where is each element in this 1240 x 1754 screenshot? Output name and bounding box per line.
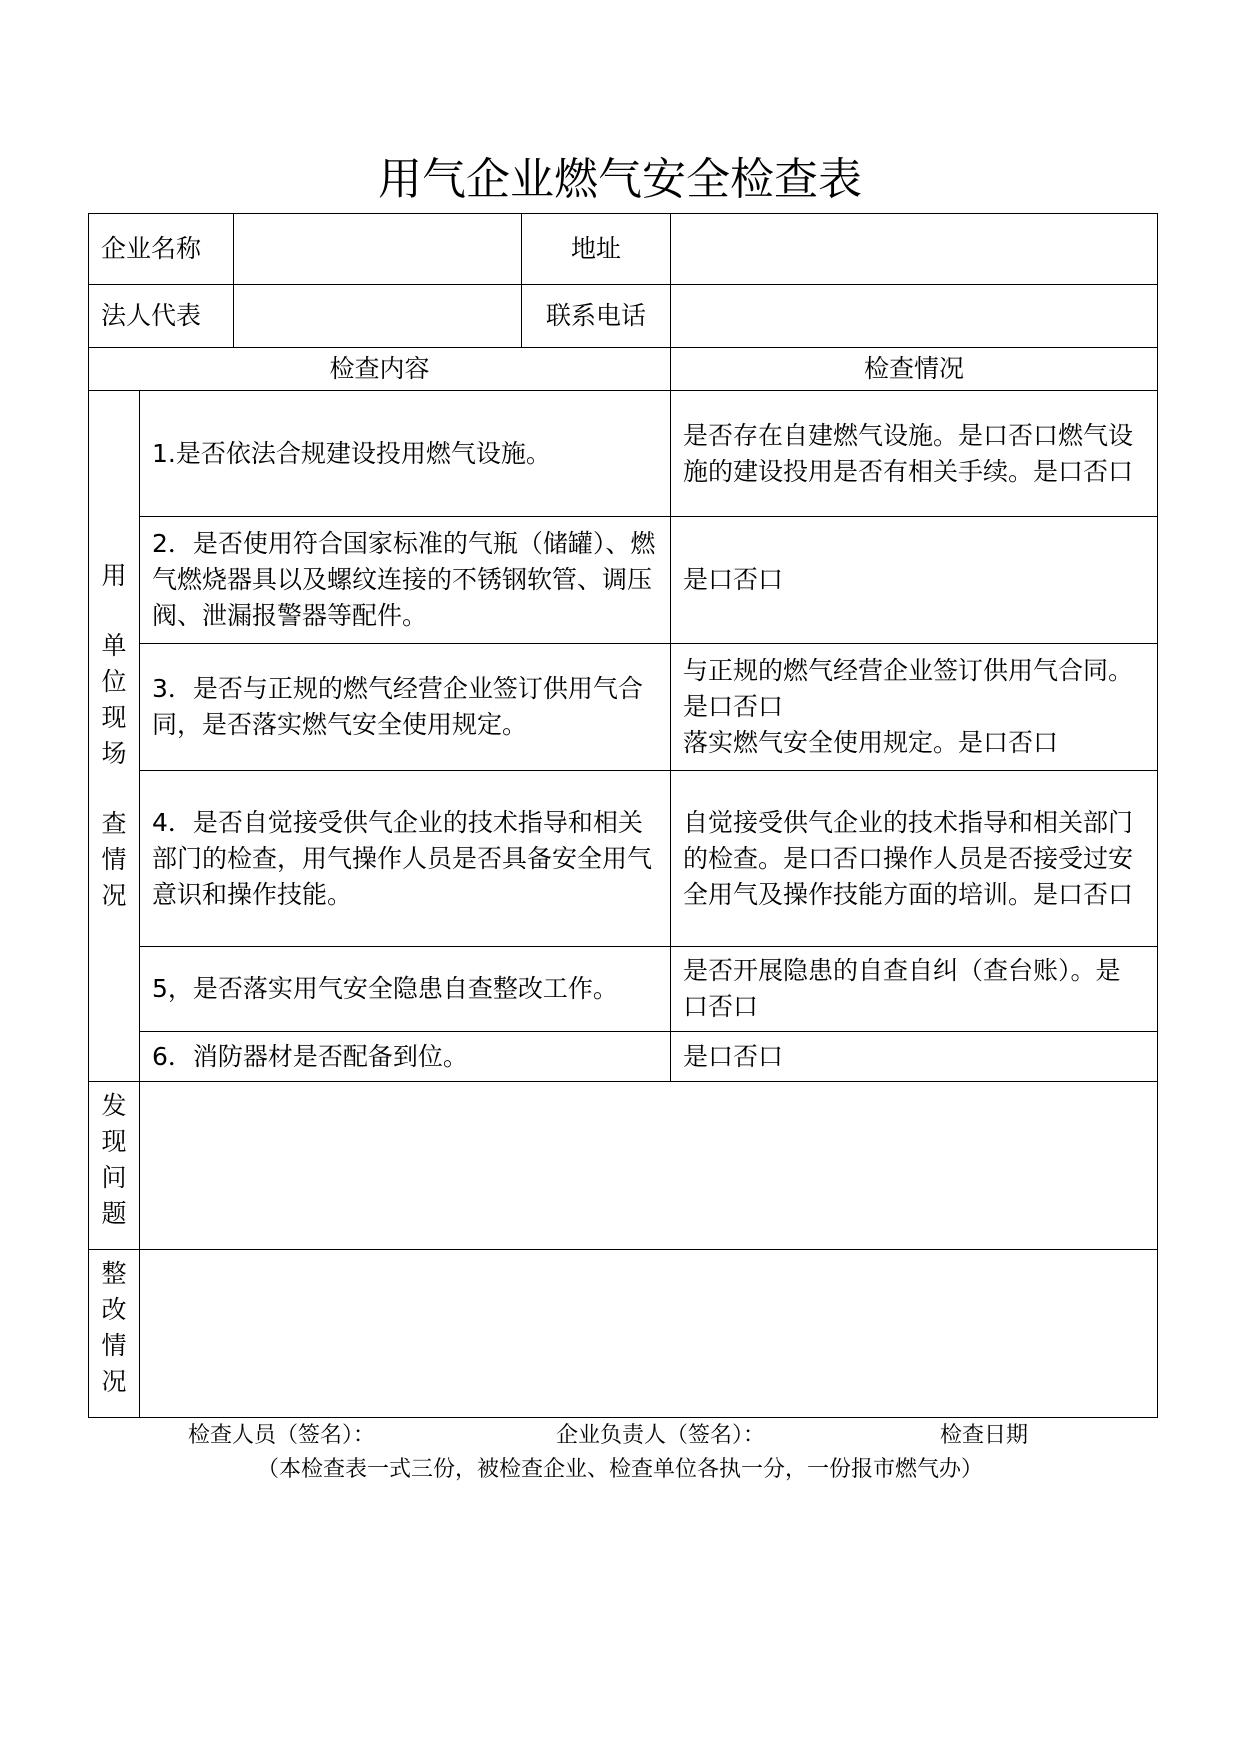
- inspection-table: [88, 213, 1158, 1418]
- problems-row: [89, 1082, 1158, 1250]
- rectification-label-char: 改: [101, 1295, 127, 1324]
- status-header: 检查情况: [671, 348, 1158, 391]
- info-row-1: [89, 214, 1158, 285]
- section-label-char: 用: [101, 561, 127, 590]
- phone-label: 联系电话: [522, 285, 671, 348]
- section-label-char: 情: [101, 845, 127, 874]
- section-label-char: 单: [101, 631, 127, 660]
- item-row-5: [89, 947, 1158, 1032]
- item-status: 是否存在自建燃气设施。是口否口燃气设施的建设投用是否有相关手续。是口否口: [671, 391, 1158, 517]
- rectification-label-char: 整: [101, 1259, 127, 1288]
- item-status: 自觉接受供气企业的技术指导和相关部门的检查。是口否口操作人员是否接受过安全用气及操作技能方面的培训。是口否口: [671, 771, 1158, 947]
- item-status-line: 落实燃气安全使用规定。是口否口: [683, 728, 1059, 757]
- info-row-2: [89, 285, 1158, 348]
- copies-note: （本检查表一式三份，被检查企业、检查单位各执一分，一份报市燃气办）: [256, 1457, 983, 1482]
- problems-label-char: 题: [101, 1199, 127, 1228]
- item-content: 4．是否自觉接受供气企业的技术指导和相关部门的检查，用气操作人员是否具备安全用气意识和操作技能。: [140, 771, 671, 947]
- rectification-row: [89, 1250, 1158, 1418]
- rectification-field[interactable]: [140, 1250, 1158, 1418]
- rectification-label-char: 情: [101, 1331, 127, 1360]
- item-status: 是口否口: [671, 517, 1158, 644]
- phone-field[interactable]: [671, 285, 1158, 348]
- problems-field[interactable]: [140, 1082, 1158, 1250]
- section-label-char: 位: [101, 667, 127, 696]
- owner-signature-label: 企业负责人（签名）：: [556, 1423, 766, 1448]
- page-title: 用气企业燃气安全检查表: [378, 154, 862, 205]
- section-label-char: 场: [101, 739, 127, 768]
- item-content: 6．消防器材是否配备到位。: [140, 1032, 671, 1082]
- problems-label-char: 发: [101, 1091, 127, 1120]
- item-content: 1.是否依法合规建设投用燃气设施。: [140, 391, 671, 517]
- item-status: 是口否口: [671, 1032, 1158, 1082]
- item-status: [671, 644, 1158, 771]
- item-row-4: [89, 771, 1158, 947]
- item-row-2: [89, 517, 1158, 644]
- rectification-label-char: 况: [101, 1367, 127, 1396]
- content-header: 检查内容: [89, 348, 671, 391]
- section-label: [89, 391, 140, 1082]
- item-row-1: [89, 391, 1158, 517]
- address-field[interactable]: [671, 214, 1158, 285]
- problems-label: [89, 1082, 140, 1250]
- section-label-char: 查: [101, 809, 127, 838]
- item-content: 3．是否与正规的燃气经营企业签订供用气合同，是否落实燃气安全使用规定。: [140, 644, 671, 771]
- rectification-label: [89, 1250, 140, 1418]
- section-label-char: 现: [101, 703, 127, 732]
- address-label: 地址: [522, 214, 671, 285]
- section-label-char: 况: [101, 881, 127, 910]
- problems-label-char: 问: [101, 1163, 127, 1192]
- item-status-line: 与正规的燃气经营企业签订供用气合同。是口否口: [683, 656, 1134, 721]
- header-row: [89, 348, 1158, 391]
- item-content: 5，是否落实用气安全隐患自查整改工作。: [140, 947, 671, 1032]
- legal-rep-field[interactable]: [234, 285, 522, 348]
- inspector-signature-label: 检查人员（签名）：: [188, 1423, 376, 1448]
- company-name-field[interactable]: [234, 214, 522, 285]
- item-content: 2．是否使用符合国家标准的气瓶（储罐）、燃气燃烧器具以及螺纹连接的不锈钢软管、调压阀、泄漏报警器等配件。: [140, 517, 671, 644]
- item-row-6: [89, 1032, 1158, 1082]
- item-row-3: [89, 644, 1158, 771]
- company-name-label: 企业名称: [89, 214, 234, 285]
- inspection-date-label: 检查日期: [940, 1423, 1029, 1448]
- item-status: 是否开展隐患的自查自纠（查台账）。是口否口: [671, 947, 1158, 1032]
- legal-rep-label: 法人代表: [89, 285, 234, 348]
- problems-label-char: 现: [101, 1127, 127, 1156]
